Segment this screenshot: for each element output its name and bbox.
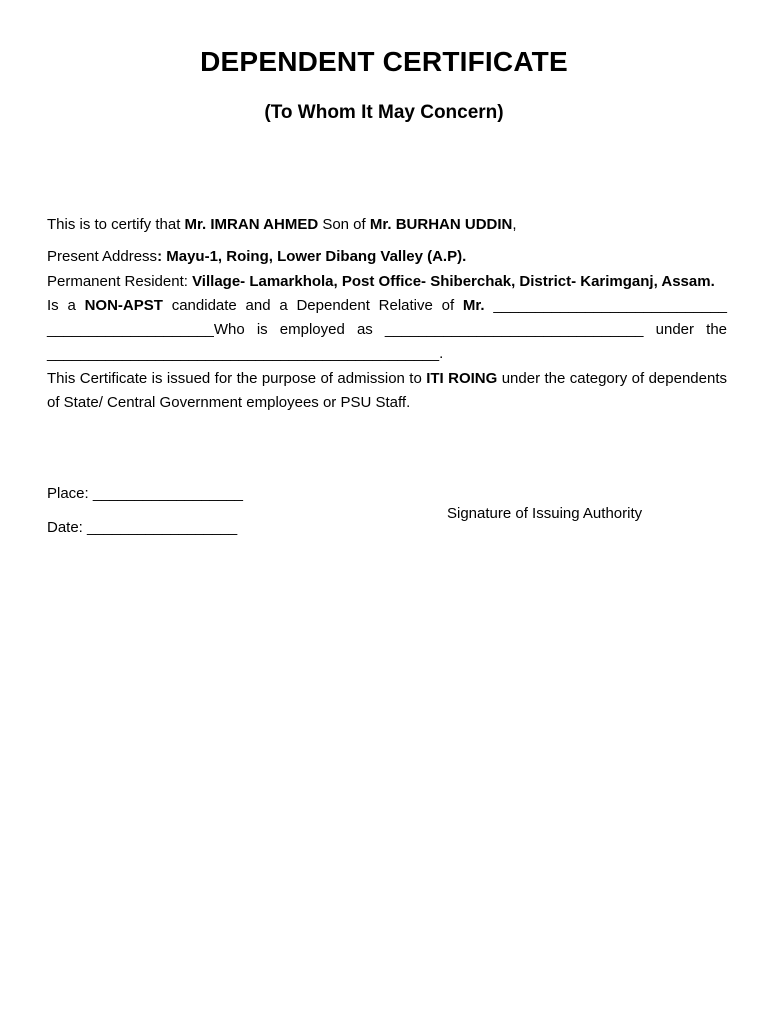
permanent-address [47, 270, 727, 294]
candidate-category: NON-APST [84, 296, 163, 314]
present-address [47, 245, 727, 269]
certify-text: This is to certify that [47, 216, 185, 233]
purpose-line [47, 367, 727, 416]
place-field: Place: __________________ [47, 485, 244, 502]
candidate-name: Mr. IMRAN AHMED [184, 216, 319, 233]
father-name: Mr. BURHAN UDDIN [369, 216, 513, 233]
signature-label: Signature of Issuing Authority [447, 505, 643, 522]
relation-line [47, 294, 727, 367]
certify-line [47, 213, 727, 237]
permanent-address-value: Village- Lamarkhola, Post Office- Shiberchak, District- Karimganj, Assam. [192, 272, 715, 290]
son-of-text: Son of [318, 216, 370, 233]
relation-text-1: Is a [47, 296, 85, 314]
date-field: Date: __________________ [47, 519, 238, 536]
purpose-text-2: under the category of dependents of State/ Central Government employees or PSU Staff. [47, 369, 727, 412]
relation-blanks: ____________________________ ____________________Who is employed as _______________________________ under the _______________________________________________. [47, 296, 727, 363]
purpose-text-1: This Certificate is issued for the purpose of admission to [47, 369, 427, 387]
present-address-label: Present Address [47, 248, 158, 266]
relation-text-2: candidate and a Dependent Relative of [162, 296, 463, 314]
permanent-address-label: Permanent Resident: [47, 272, 193, 290]
present-address-value: : Mayu-1, Roing, Lower Dibang Valley (A.P). [157, 248, 467, 266]
institute-name: ITI ROING [426, 369, 498, 387]
certificate-subtitle: (To Whom It May Concern) [264, 102, 504, 123]
certificate-body [47, 213, 727, 415]
relative-title: Mr. [462, 296, 485, 314]
comma-text: , [512, 216, 517, 233]
certificate-title: DEPENDENT CERTIFICATE [200, 46, 568, 77]
